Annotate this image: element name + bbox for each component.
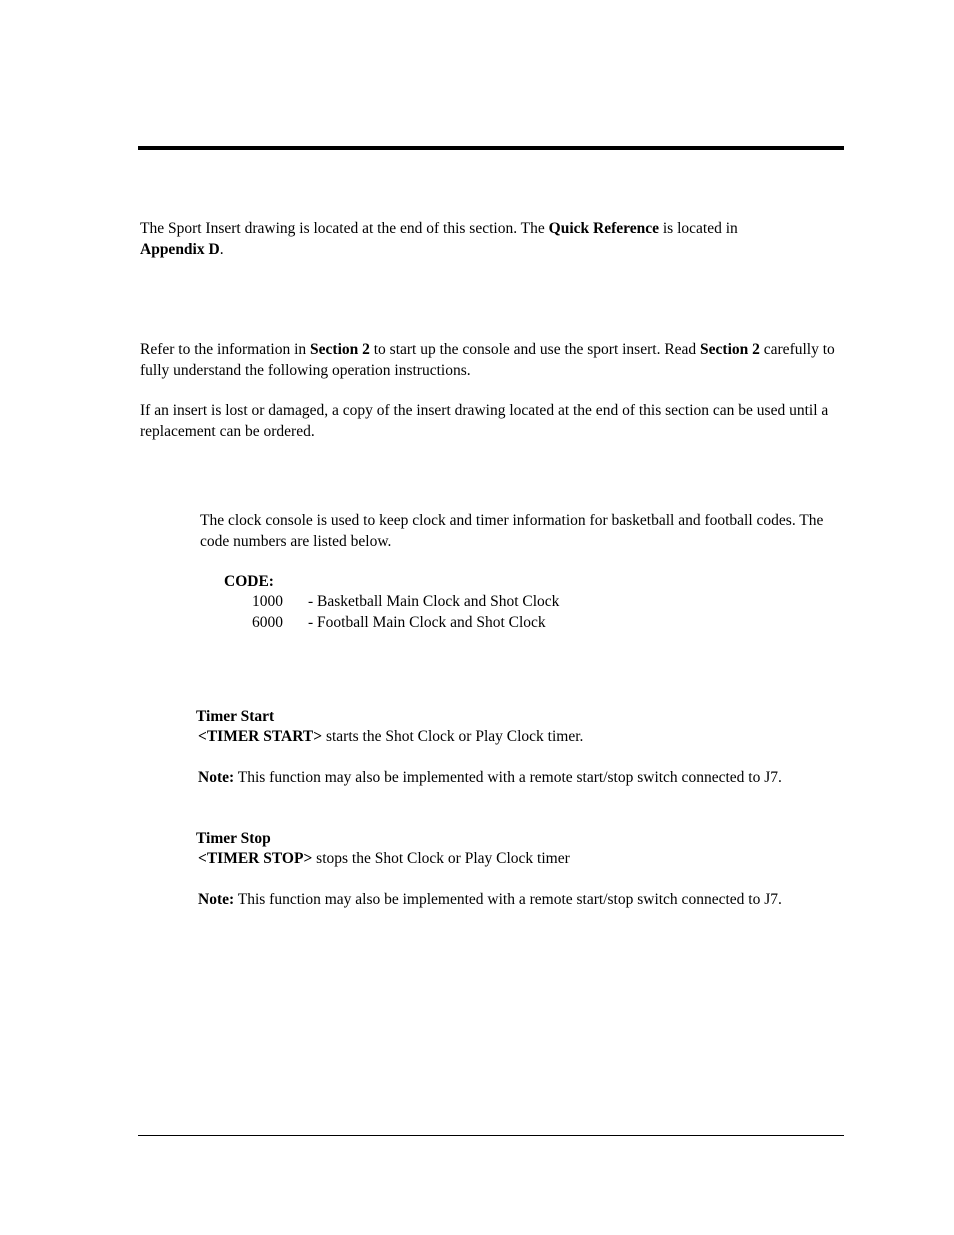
timer-start-note: Note: This function may also be implemented with a remote start/stop switch connected to J7. xyxy=(198,769,782,786)
code-row xyxy=(252,591,852,612)
code-label: CODE: xyxy=(224,573,274,590)
timer-stop-heading: Timer Stop xyxy=(196,830,271,847)
header-rule xyxy=(138,146,844,150)
timer-stop-description: <TIMER STOP> stops the Shot Clock or Play Clock timer xyxy=(198,850,570,867)
codes-intro-paragraph: The clock console is used to keep clock and timer information for basketball and football codes. The code numbers are listed below. xyxy=(200,512,824,550)
console-setup-paragraph: Refer to the information in Section 2 to start up the console and use the sport insert. Read Section 2 carefully to fully understand the following operation instructions. xyxy=(140,341,835,379)
code-description: - Basketball Main Clock and Shot Clock xyxy=(308,593,560,610)
intro-paragraph: The Sport Insert drawing is located at the end of this section. The Quick Reference is located in Appendix D. xyxy=(140,220,738,258)
code-description: - Football Main Clock and Shot Clock xyxy=(308,614,546,631)
code-row xyxy=(252,612,852,633)
insert-note-paragraph: If an insert is lost or damaged, a copy of the insert drawing located at the end of this section can be used until a replacement can be ordered. xyxy=(140,402,829,440)
code-number: 6000 xyxy=(252,614,283,631)
timer-start-heading: Timer Start xyxy=(196,708,275,725)
footer-rule xyxy=(138,1135,844,1136)
timer-stop-note: Note: This function may also be implemented with a remote start/stop switch connected to J7. xyxy=(198,891,782,908)
timer-start-description: <TIMER START> starts the Shot Clock or Play Clock timer. xyxy=(198,728,584,745)
code-number: 1000 xyxy=(252,593,283,610)
